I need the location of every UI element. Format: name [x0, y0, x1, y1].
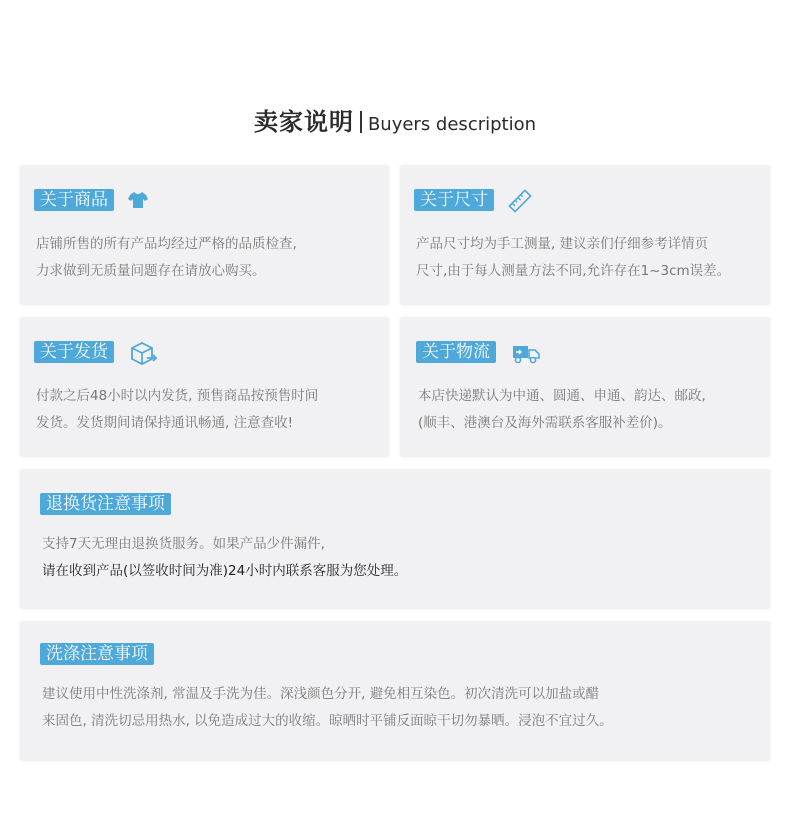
page-title-cn: 卖家说明: [253, 108, 354, 136]
card-size: [400, 165, 770, 305]
tag-washing: 洗涤注意事项: [40, 643, 154, 665]
card-goods: [20, 165, 389, 305]
tag-returns: 退换货注意事项: [40, 493, 171, 515]
washing-line-2: 来固色, 清洗切忌用热水, 以免造成过大的收缩。晾晒时平铺反面晾干切勿暴晒。浸泡不宜过久。: [42, 713, 613, 729]
card-logistics: [400, 317, 770, 457]
washing-description: [42, 681, 613, 735]
tag-size: 关于尺寸: [414, 189, 494, 211]
returns-line-1: 支持7天无理由退换货服务。如果产品少件漏件,: [42, 536, 325, 552]
logistics-line-1: 本店快递默认为中通、圆通、申通、韵达、邮政,: [418, 388, 706, 404]
card-shipping: [20, 317, 389, 457]
title-divider: [360, 111, 362, 133]
size-description: [416, 231, 730, 285]
logistics-description: [418, 383, 706, 437]
returns-line-2: 请在收到产品(以签收时间为准)24小时内联系客服为您处理。: [42, 563, 408, 579]
returns-description: [42, 531, 407, 585]
goods-line-2: 力求做到无质量问题存在请放心购买。: [36, 263, 266, 279]
logistics-line-2: (顺丰、港澳台及海外需联系客服补差价)。: [418, 415, 672, 431]
shipping-line-2: 发货。发货期间请保持通讯畅通, 注意查收!: [36, 415, 293, 431]
card-washing: [20, 621, 770, 761]
washing-line-1: 建议使用中性洗涤剂, 常温及手洗为佳。深浅颜色分开, 避免相互染色。初次清洗可以加盐或醋: [42, 686, 600, 702]
card-returns: [20, 469, 770, 609]
package-icon: [130, 341, 158, 369]
page-title-en: Buyers description: [367, 114, 537, 135]
ruler-icon: [508, 189, 532, 217]
goods-line-1: 店铺所售的所有产品均经过严格的品质检查,: [36, 236, 297, 252]
tag-goods: 关于商品: [34, 189, 114, 211]
truck-icon: [512, 344, 540, 368]
page-title: [0, 102, 790, 137]
size-line-2: 尺寸,由于每人测量方法不同,允许存在1~3cm误差。: [416, 263, 731, 279]
tag-logistics: 关于物流: [416, 341, 496, 363]
size-line-1: 产品尺寸均为手工测量, 建议亲们仔细参考详情页: [416, 236, 709, 252]
tshirt-icon: [128, 191, 148, 213]
goods-description: [36, 231, 297, 285]
shipping-line-1: 付款之后48小时以内发货, 预售商品按预售时间: [36, 388, 319, 404]
tag-shipping: 关于发货: [34, 341, 114, 363]
shipping-description: [36, 383, 318, 437]
